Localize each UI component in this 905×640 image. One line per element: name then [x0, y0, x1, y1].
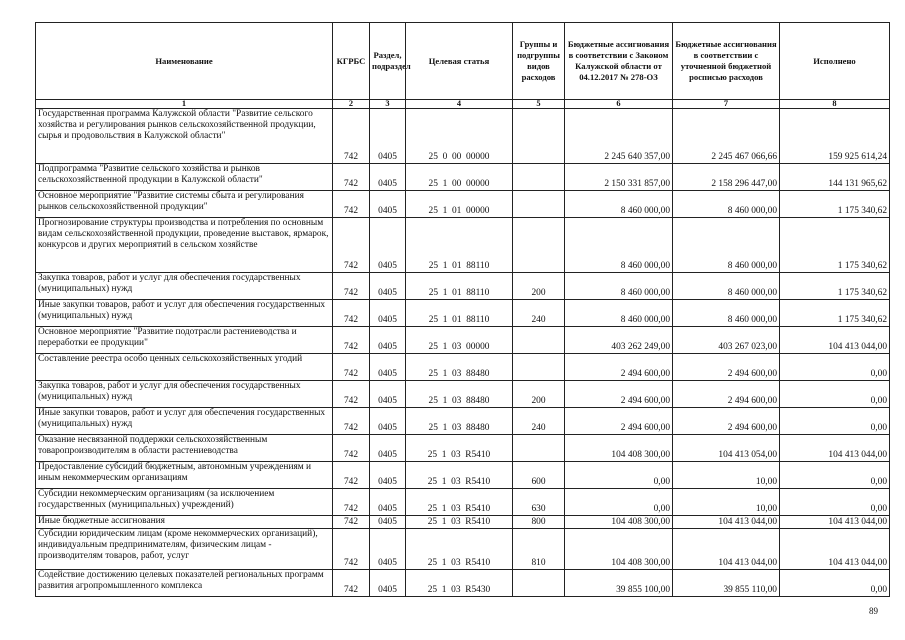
row-group — [513, 570, 565, 597]
column-number: 1 — [36, 100, 333, 109]
row-law: 2 245 640 357,00 — [565, 109, 673, 164]
row-done: 0,00 — [780, 489, 890, 516]
table-row — [36, 218, 890, 273]
row-group — [513, 191, 565, 218]
row-law: 403 262 249,00 — [565, 327, 673, 354]
table-row — [36, 516, 890, 529]
row-article: 25 1 01 88110 — [406, 218, 513, 273]
row-law: 2 150 331 857,00 — [565, 164, 673, 191]
row-section: 0405 — [370, 529, 406, 570]
row-name: Иные закупки товаров, работ и услуг для обеспечения государственных (муниципальных) нужд — [36, 300, 333, 327]
row-section: 0405 — [370, 300, 406, 327]
row-group — [513, 109, 565, 164]
row-law: 104 408 300,00 — [565, 529, 673, 570]
row-done: 1 175 340,62 — [780, 300, 890, 327]
row-kgrbs: 742 — [333, 354, 370, 381]
row-section: 0405 — [370, 354, 406, 381]
row-name: Субсидии юридическим лицам (кроме некоммерческих организаций), индивидуальным предпринимателям, физическим лицам - производителям товаров, работ, услуг — [36, 529, 333, 570]
row-refined: 10,00 — [673, 489, 780, 516]
row-refined: 403 267 023,00 — [673, 327, 780, 354]
row-law: 104 408 300,00 — [565, 435, 673, 462]
row-kgrbs: 742 — [333, 273, 370, 300]
row-article: 25 1 03 R5410 — [406, 489, 513, 516]
row-done: 104 413 044,00 — [780, 327, 890, 354]
column-number: 8 — [780, 100, 890, 109]
header-groups: Группы и подгруппы видов расходов — [513, 23, 565, 100]
row-article: 25 1 03 R5410 — [406, 435, 513, 462]
row-group: 240 — [513, 300, 565, 327]
row-refined: 2 494 600,00 — [673, 354, 780, 381]
row-done: 159 925 614,24 — [780, 109, 890, 164]
row-done: 0,00 — [780, 354, 890, 381]
header-refined: Бюджетные ассигнования в соответствии с уточненной бюджетной росписью расходов — [673, 23, 780, 100]
row-law: 8 460 000,00 — [565, 273, 673, 300]
row-group — [513, 435, 565, 462]
row-done: 0,00 — [780, 408, 890, 435]
row-article: 25 1 03 R5410 — [406, 462, 513, 489]
row-name: Составление реестра особо ценных сельскохозяйственных угодий — [36, 354, 333, 381]
row-name: Предоставление субсидий бюджетным, автономным учреждениям и иным некоммерческим организациям — [36, 462, 333, 489]
row-kgrbs: 742 — [333, 435, 370, 462]
row-refined: 10,00 — [673, 462, 780, 489]
row-section: 0405 — [370, 489, 406, 516]
column-number: 5 — [513, 100, 565, 109]
row-article: 25 1 01 00000 — [406, 191, 513, 218]
row-article: 25 1 03 88480 — [406, 381, 513, 408]
row-name: Основное мероприятие "Развитие системы сбыта и регулирования рынков сельскохозяйственной продукции" — [36, 191, 333, 218]
row-article: 25 1 03 88480 — [406, 408, 513, 435]
row-law: 2 494 600,00 — [565, 381, 673, 408]
row-refined: 2 494 600,00 — [673, 381, 780, 408]
row-kgrbs: 742 — [333, 529, 370, 570]
header-kgrbs: КГРБС — [333, 23, 370, 100]
row-name: Прогнозирование структуры производства и потребления по основным видам сельскохозяйственной продукции, проведение выставок, ярмарок, конкурсов и других мероприятий в сельском хозяйстве — [36, 218, 333, 273]
row-section: 0405 — [370, 109, 406, 164]
column-number: 7 — [673, 100, 780, 109]
table-row — [36, 300, 890, 327]
row-done: 0,00 — [780, 462, 890, 489]
row-refined: 104 413 054,00 — [673, 435, 780, 462]
row-name: Содействие достижению целевых показателей региональных программ развития агропромышленного комплекса — [36, 570, 333, 597]
row-law: 2 494 600,00 — [565, 354, 673, 381]
row-group: 810 — [513, 529, 565, 570]
row-group: 200 — [513, 273, 565, 300]
row-article: 25 1 01 88110 — [406, 273, 513, 300]
header-name: Наименование — [36, 23, 333, 100]
row-name: Закупка товаров, работ и услуг для обеспечения государственных (муниципальных) нужд — [36, 273, 333, 300]
header-done: Исполнено — [780, 23, 890, 100]
table-row — [36, 489, 890, 516]
row-section: 0405 — [370, 381, 406, 408]
row-article: 25 1 03 R5410 — [406, 516, 513, 529]
row-article: 25 0 00 00000 — [406, 109, 513, 164]
table-row — [36, 164, 890, 191]
table-row — [36, 327, 890, 354]
row-section: 0405 — [370, 435, 406, 462]
row-group — [513, 164, 565, 191]
row-done: 1 175 340,62 — [780, 218, 890, 273]
table-row — [36, 408, 890, 435]
row-section: 0405 — [370, 273, 406, 300]
column-number: 6 — [565, 100, 673, 109]
row-name: Закупка товаров, работ и услуг для обеспечения государственных (муниципальных) нужд — [36, 381, 333, 408]
table-row — [36, 109, 890, 164]
row-article: 25 1 03 R5430 — [406, 570, 513, 597]
row-law: 39 855 100,00 — [565, 570, 673, 597]
row-kgrbs: 742 — [333, 381, 370, 408]
row-group: 800 — [513, 516, 565, 529]
row-done: 144 131 965,62 — [780, 164, 890, 191]
row-law: 8 460 000,00 — [565, 300, 673, 327]
header-section: Раздел, подраздел — [370, 23, 406, 100]
table-row — [36, 381, 890, 408]
table-row — [36, 273, 890, 300]
row-group: 630 — [513, 489, 565, 516]
table-row — [36, 191, 890, 218]
row-name: Оказание несвязанной поддержки сельскохозяйственным товаропроизводителям в области растениеводства — [36, 435, 333, 462]
header-article: Целевая статья — [406, 23, 513, 100]
row-group: 240 — [513, 408, 565, 435]
row-refined: 104 413 044,00 — [673, 529, 780, 570]
row-name: Основное мероприятие "Развитие подотрасли растениеводства и переработки ее продукции" — [36, 327, 333, 354]
row-kgrbs: 742 — [333, 218, 370, 273]
row-law: 0,00 — [565, 489, 673, 516]
page-number: 89 — [869, 606, 878, 616]
row-group — [513, 327, 565, 354]
row-group — [513, 218, 565, 273]
header-law: Бюджетные ассигнования в соответствии с Законом Калужской области от 04.12.2017 № 278-ОЗ — [565, 23, 673, 100]
row-article: 25 1 03 R5410 — [406, 529, 513, 570]
row-article: 25 1 00 00000 — [406, 164, 513, 191]
row-name: Иные бюджетные ассигнования — [36, 516, 333, 529]
row-kgrbs: 742 — [333, 327, 370, 354]
row-section: 0405 — [370, 516, 406, 529]
row-section: 0405 — [370, 570, 406, 597]
row-done: 104 413 044,00 — [780, 435, 890, 462]
row-refined: 2 245 467 066,66 — [673, 109, 780, 164]
row-law: 8 460 000,00 — [565, 191, 673, 218]
row-kgrbs: 742 — [333, 191, 370, 218]
row-section: 0405 — [370, 218, 406, 273]
row-done: 1 175 340,62 — [780, 273, 890, 300]
row-group — [513, 354, 565, 381]
row-kgrbs: 742 — [333, 489, 370, 516]
table-row — [36, 529, 890, 570]
row-refined: 8 460 000,00 — [673, 300, 780, 327]
row-kgrbs: 742 — [333, 300, 370, 327]
row-done: 104 413 044,00 — [780, 529, 890, 570]
row-name: Подпрограмма "Развитие сельского хозяйства и рынков сельскохозяйственной продукции в Калужской области" — [36, 164, 333, 191]
table-row — [36, 354, 890, 381]
row-done: 0,00 — [780, 570, 890, 597]
row-name: Субсидии некоммерческим организациям (за исключением государственных (муниципальных) учреждений) — [36, 489, 333, 516]
table-header-row — [36, 23, 890, 100]
table-row — [36, 462, 890, 489]
row-article: 25 1 03 00000 — [406, 327, 513, 354]
row-kgrbs: 742 — [333, 109, 370, 164]
row-article: 25 1 03 88480 — [406, 354, 513, 381]
row-group: 200 — [513, 381, 565, 408]
table-row — [36, 435, 890, 462]
row-refined: 104 413 044,00 — [673, 516, 780, 529]
row-section: 0405 — [370, 327, 406, 354]
row-done: 0,00 — [780, 381, 890, 408]
row-refined: 8 460 000,00 — [673, 273, 780, 300]
table-row — [36, 570, 890, 597]
row-article: 25 1 01 88110 — [406, 300, 513, 327]
row-section: 0405 — [370, 164, 406, 191]
row-group: 600 — [513, 462, 565, 489]
row-name: Иные закупки товаров, работ и услуг для обеспечения государственных (муниципальных) нужд — [36, 408, 333, 435]
row-done: 104 413 044,00 — [780, 516, 890, 529]
row-section: 0405 — [370, 462, 406, 489]
column-number: 2 — [333, 100, 370, 109]
row-kgrbs: 742 — [333, 516, 370, 529]
row-refined: 8 460 000,00 — [673, 191, 780, 218]
row-law: 104 408 300,00 — [565, 516, 673, 529]
column-number-row — [36, 100, 890, 109]
row-kgrbs: 742 — [333, 408, 370, 435]
row-section: 0405 — [370, 191, 406, 218]
row-refined: 39 855 110,00 — [673, 570, 780, 597]
row-refined: 8 460 000,00 — [673, 218, 780, 273]
column-number: 4 — [406, 100, 513, 109]
column-number: 3 — [370, 100, 406, 109]
row-law: 0,00 — [565, 462, 673, 489]
row-law: 8 460 000,00 — [565, 218, 673, 273]
row-section: 0405 — [370, 408, 406, 435]
row-kgrbs: 742 — [333, 164, 370, 191]
row-kgrbs: 742 — [333, 462, 370, 489]
row-refined: 2 494 600,00 — [673, 408, 780, 435]
row-name: Государственная программа Калужской области "Развитие сельского хозяйства и регулирования рынков сельскохозяйственной продукции, сырья и продовольствия в Калужской области" — [36, 109, 333, 164]
row-kgrbs: 742 — [333, 570, 370, 597]
row-done: 1 175 340,62 — [780, 191, 890, 218]
row-refined: 2 158 296 447,00 — [673, 164, 780, 191]
row-law: 2 494 600,00 — [565, 408, 673, 435]
budget-table — [35, 22, 890, 597]
